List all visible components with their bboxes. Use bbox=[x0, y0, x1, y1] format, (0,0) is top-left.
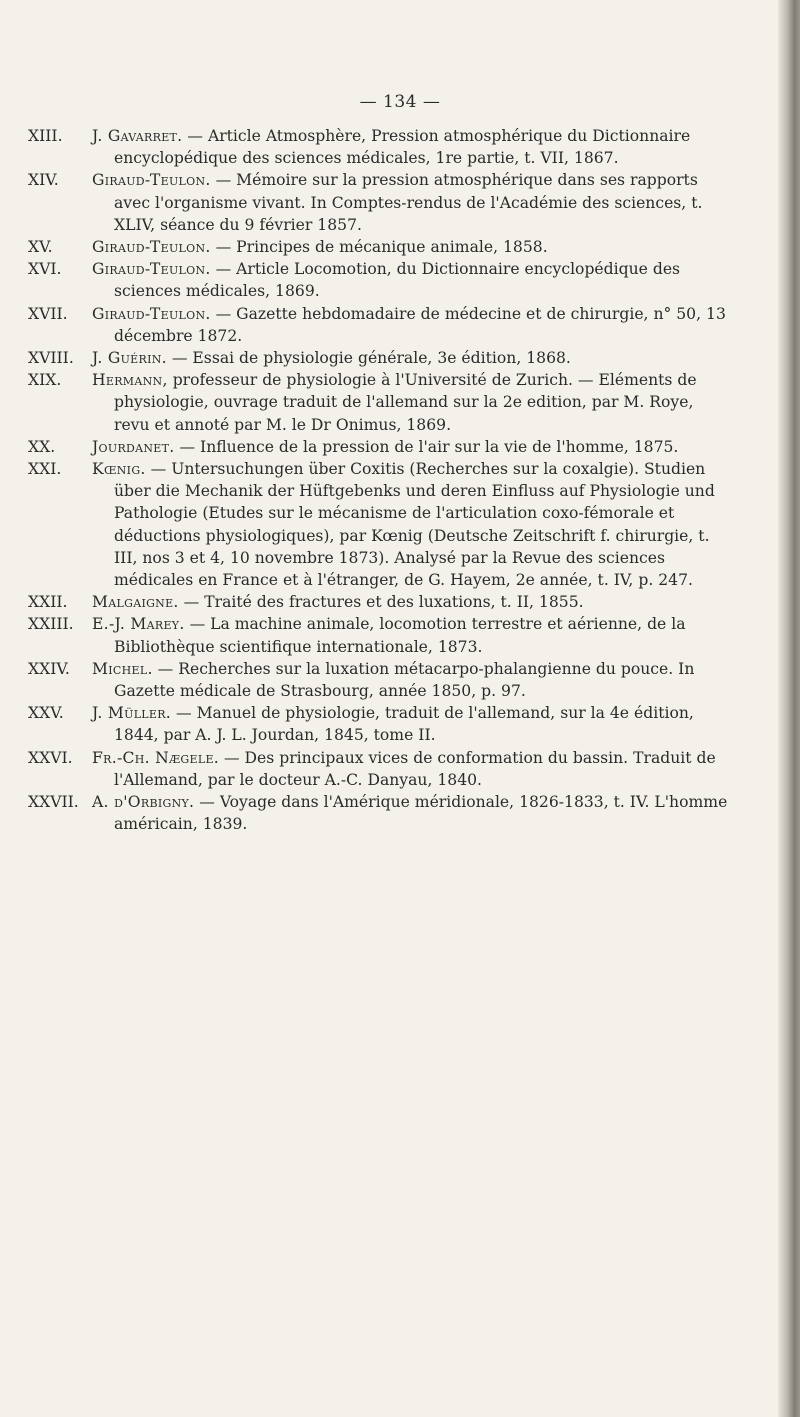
reference-entry bbox=[28, 658, 728, 702]
reference-text: — Mémoire sur la pression atmosphérique dans ses rapports avec l'organisme vivant. In Comptes-rendus de l'Académie des sciences, t. XLIV, séance du 9 février 1857. bbox=[114, 171, 703, 234]
reference-list bbox=[28, 125, 728, 836]
reference-text: professeur de physiologie à l'Université de Zurich. — Eléments de physiologie, ouvrage traduit de l'allemand sur la 2e edition, par M. Roye, revu et annoté par M. le Dr Onimus, 1869. bbox=[114, 371, 697, 434]
page-edge-shadow bbox=[778, 0, 800, 1417]
page-number: — 134 — bbox=[359, 92, 441, 112]
reference-author: A. d'Orbigny. bbox=[92, 793, 195, 812]
reference-text: — Influence de la pression de l'air sur la vie de l'homme, 1875. bbox=[174, 437, 679, 456]
reference-text: — Essai de physiologie générale, 3e édition, 1868. bbox=[166, 349, 571, 368]
reference-author: Malgaigne. bbox=[92, 593, 179, 612]
reference-author: Giraud-Teulon. bbox=[92, 238, 211, 257]
reference-entry bbox=[28, 258, 728, 302]
reference-text: — Principes de mécanique animale, 1858. bbox=[210, 238, 548, 257]
reference-number: XXV. bbox=[28, 704, 64, 723]
reference-entry bbox=[28, 747, 728, 791]
reference-entry bbox=[28, 303, 728, 347]
reference-entry bbox=[28, 347, 728, 369]
reference-number: XV. bbox=[28, 238, 53, 257]
reference-text: — Article Atmosphère, Pression atmosphérique du Dictionnaire encyclopédique des sciences médicales, 1re partie, t. VII, 1867. bbox=[114, 127, 691, 168]
reference-author: Kœnig. bbox=[92, 460, 146, 479]
reference-text: — Voyage dans l'Amérique méridionale, 1826-1833, t. IV. L'homme américain, 1839. bbox=[114, 793, 728, 834]
reference-number: XVI. bbox=[28, 260, 62, 279]
reference-number: XXVI. bbox=[28, 748, 73, 767]
reference-author: Jourdanet. bbox=[92, 437, 175, 456]
reference-author: J. Müller. bbox=[92, 704, 172, 723]
reference-author: Giraud-Teulon. bbox=[92, 260, 211, 279]
reference-text: — Des principaux vices de conformation du bassin. Traduit de l'Allemand, par le docteur A.-C. Danyau, 1840. bbox=[114, 748, 716, 789]
reference-number: XXVII. bbox=[28, 793, 79, 812]
reference-entry bbox=[28, 436, 728, 458]
reference-text: — La machine animale, locomotion terrestre et aérienne, de la Bibliothèque scientifique internationale, 1873. bbox=[114, 615, 686, 656]
reference-entry bbox=[28, 613, 728, 657]
reference-text: — Recherches sur la luxation métacarpo-phalangienne du pouce. In Gazette médicale de Strasbourg, année 1850, p. 97. bbox=[114, 659, 695, 701]
reference-author: Fr.-Ch. Nægele. bbox=[92, 748, 220, 767]
reference-text: — Manuel de physiologie, traduit de l'allemand, sur la 4e édition, 1844, par A. J. L. Jourdan, 1845, tome II. bbox=[114, 704, 694, 745]
reference-text: — Gazette hebdomadaire de médecine et de chirurgie, n° 50, 13 décembre 1872. bbox=[114, 304, 726, 345]
reference-number: XXII. bbox=[28, 593, 68, 612]
reference-number: XIV. bbox=[28, 171, 59, 190]
reference-text: — Traité des fractures et des luxations, t. II, 1855. bbox=[178, 593, 584, 612]
reference-entry bbox=[28, 702, 728, 746]
reference-entry bbox=[28, 458, 728, 591]
reference-number: XXIV. bbox=[28, 659, 70, 678]
reference-number: XXI. bbox=[28, 460, 62, 479]
reference-number: XIX. bbox=[28, 371, 62, 390]
reference-author: J. Gavarret. bbox=[92, 127, 183, 145]
reference-author: Giraud-Teulon. bbox=[92, 171, 211, 190]
reference-author: E.-J. Marey. bbox=[92, 615, 185, 634]
reference-entry bbox=[28, 369, 728, 436]
reference-text: — Article Locomotion, du Dictionnaire encyclopédique des sciences médicales, 1869. bbox=[114, 260, 681, 301]
reference-text: — Untersuchungen über Coxitis (Recherches sur la coxalgie). Studien über die Mechanik der Hüftgebenks und deren Einfluss auf Physiologie und Pathologie (Etudes sur le mécanisme de l'articulation coxo-fémorale et déductions physiologiques), par Kœnig (Deutsche Zeitschrift f. chirurgie, t. III, nos 3 et 4, 10 novembre 1873). Analysé par la Revue des sciences médicales en France et à l'étranger, de G. Hayem, 2e année, t. IV, p. 247. bbox=[114, 460, 715, 590]
reference-number: XIII. bbox=[28, 127, 63, 145]
reference-author: J. Guérin. bbox=[92, 349, 167, 368]
reference-number: XXIII. bbox=[28, 615, 74, 634]
reference-entry bbox=[28, 791, 728, 835]
reference-number: XX. bbox=[28, 437, 56, 456]
reference-entry bbox=[28, 169, 728, 236]
reference-entry bbox=[28, 125, 728, 169]
reference-entry bbox=[28, 591, 728, 613]
reference-author: Giraud-Teulon. bbox=[92, 304, 211, 323]
reference-author: Hermann, bbox=[92, 371, 168, 390]
reference-number: XVIII. bbox=[28, 349, 74, 368]
reference-number: XVII. bbox=[28, 304, 68, 323]
reference-entry bbox=[28, 236, 728, 258]
reference-author: Michel. bbox=[92, 659, 153, 678]
